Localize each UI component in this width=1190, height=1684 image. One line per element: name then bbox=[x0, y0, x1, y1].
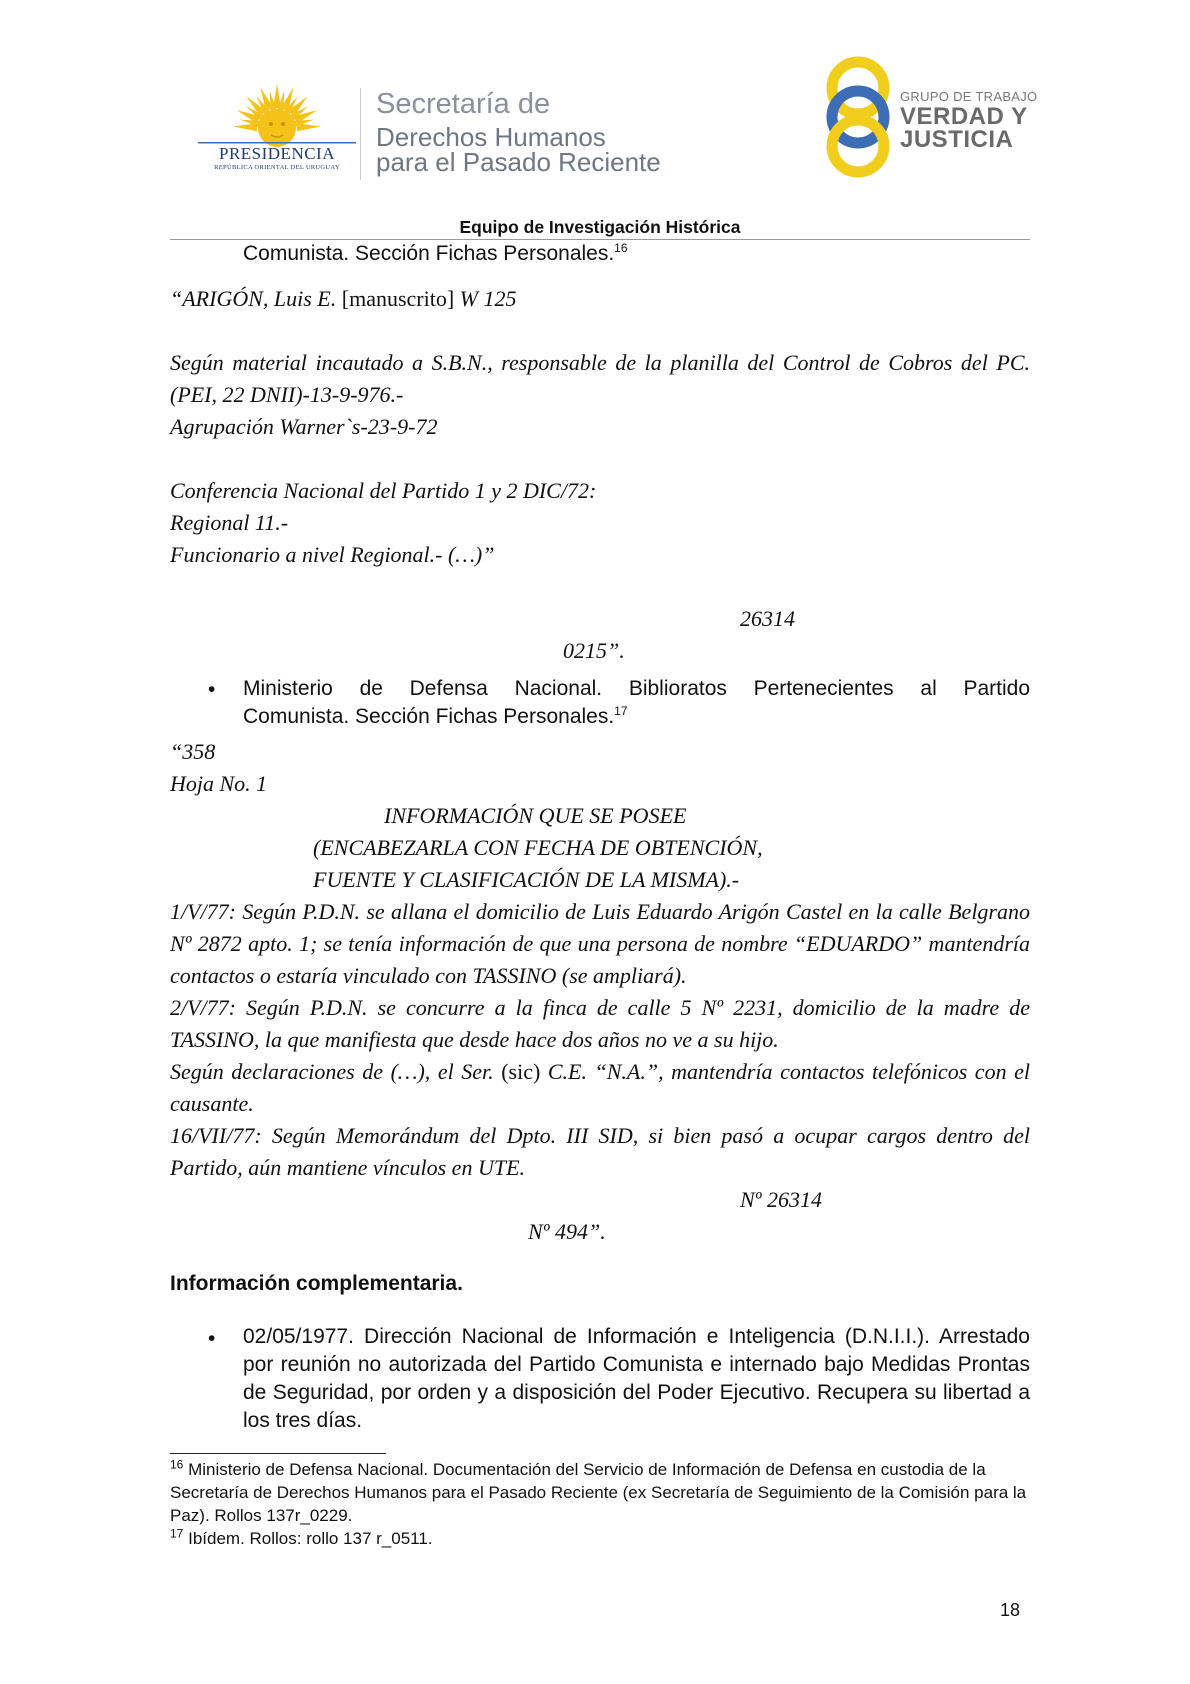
section-title: Información complementaria. bbox=[170, 1272, 463, 1295]
bullet1-line-1: Ministerio de Defensa Nacional. Biblioratos Pertenecientes al Partido bbox=[243, 677, 1030, 700]
bullet1-citation bbox=[243, 675, 1030, 731]
bullet2-text: 02/05/1977. Dirección Nacional de Información e Inteligencia (D.N.I.I.). Arrestado por reunión no autorizada del Partido Comunista e internado bajo Medidas Prontas de Seguridad, por orden y a disposición del Poder Ejecutivo. Recupera su libertad a los tres días. bbox=[243, 1325, 1030, 1432]
quote1-agrupacion: Agrupación Warner`s-23-9-72 bbox=[170, 414, 438, 439]
verdad-y-label: VERDAD Y bbox=[900, 103, 1028, 130]
presidencia-subtitle: REPÚBLICA ORIENTAL DEL URUGUAY bbox=[214, 164, 340, 171]
team-title: Equipo de Investigación Histórica bbox=[459, 217, 741, 237]
continued-citation-text: Comunista. Sección Fichas Personales. bbox=[243, 242, 615, 265]
quote2-entry-3a: Según declaraciones de (…), el Ser. bbox=[170, 1059, 494, 1084]
quote2-line-2: Hoja No. 1 bbox=[170, 771, 268, 796]
bullet-icon: • bbox=[208, 678, 216, 701]
footnote-16-text: Ministerio de Defensa Nacional. Documentación del Servicio de Información de Defensa en custodia de la Secretaría de Derechos Humanos para el Pasado Reciente (ex Secretaría de Seguimiento de la Comisión para la Paz). Rollos 137r_0229. bbox=[170, 1460, 1027, 1525]
footnote-ref-17: 17 bbox=[614, 704, 628, 718]
quote2-number: Nº 26314 bbox=[740, 1187, 822, 1212]
quote2-entry-2: 2/V/77: Según P.D.N. se concurre a la finca de calle 5 Nº 2231, domicilio de la madre de TASSINO, la que manifiesta que desde hace dos años no ve a su hijo. bbox=[170, 995, 1030, 1052]
secretaria-line-2: Derechos Humanos bbox=[376, 122, 606, 152]
justicia-label: JUSTICIA bbox=[900, 126, 1014, 153]
quote1-name-line bbox=[170, 283, 516, 315]
quote1-number: 26314 bbox=[740, 606, 795, 631]
quote1-para1: Según material incautado a S.B.N., responsable de la planilla del Control de Cobros del PC. (PEI, 22 DNII)-13-9-976.- bbox=[170, 350, 1030, 407]
quote2-entry-3c: C.E. “N.A.”, mantendría contactos telefónicos con el causante. bbox=[170, 1059, 1030, 1116]
bullet-icon: • bbox=[208, 1327, 216, 1350]
grupo-trabajo-label: GRUPO DE TRABAJO bbox=[900, 89, 1038, 104]
footnote-17-text: Ibídem. Rollos: rollo 137 r_0511. bbox=[188, 1529, 433, 1548]
quote2-line-1: “358 bbox=[170, 739, 216, 764]
footnote-17 bbox=[170, 1527, 1030, 1550]
bullet1-line-2 bbox=[243, 703, 1030, 731]
quote2-heading-2: (ENCABEZARLA CON FECHA DE OBTENCIÓN, bbox=[313, 835, 763, 860]
quote1-regional: Regional 11.- bbox=[170, 510, 289, 535]
quote2-heading-1: INFORMACIÓN QUE SE POSEE bbox=[384, 803, 687, 828]
footnote-17-number: 17 bbox=[170, 1526, 184, 1541]
quote1-conferencia: Conferencia Nacional del Partido 1 y 2 DIC/72: bbox=[170, 478, 597, 503]
secretaria-line-1: Secretaría de bbox=[376, 88, 551, 120]
continued-citation bbox=[243, 240, 628, 268]
quote2-heading-3: FUENTE Y CLASIFICACIÓN DE LA MISMA).- bbox=[313, 867, 740, 892]
footnote-16 bbox=[170, 1458, 1030, 1527]
page-number: 18 bbox=[1000, 1600, 1021, 1620]
quote1-manuscrito: [manuscrito] bbox=[341, 286, 455, 311]
footnote-16-number: 16 bbox=[170, 1457, 184, 1472]
presidencia-label: PRESIDENCIA bbox=[218, 144, 335, 163]
header-divider bbox=[360, 88, 361, 180]
verdad-justicia-rings-logo bbox=[818, 54, 900, 180]
quote1-funcionario: Funcionario a nivel Regional.- (…)” bbox=[170, 542, 495, 567]
quote2-entry-3-sic: (sic) bbox=[501, 1059, 541, 1084]
footnote-ref-16: 16 bbox=[614, 241, 628, 255]
quote2-entry-1: 1/V/77: Según P.D.N. se allana el domicilio de Luis Eduardo Arigón Castel en la calle Belgrano Nº 2872 apto. 1; se tenía información de que una persona de nombre “EDUARDO” mantendría contactos o estaría vinculado con TASSINO (se ampliará). bbox=[170, 899, 1030, 988]
quote2-entry-4: 16/VII/77: Según Memorándum del Dpto. III SID, si bien pasó a ocupar cargos dentro del Partido, aún mantiene vínculos en UTE. bbox=[170, 1123, 1030, 1180]
quote2-number-2: Nº 494”. bbox=[528, 1219, 606, 1244]
secretaria-line-3: para el Pasado Reciente bbox=[376, 147, 661, 177]
footnote-rule bbox=[170, 1453, 386, 1454]
bullet1-line-2-text: Comunista. Sección Fichas Personales. bbox=[243, 705, 615, 728]
quote1-number-2: 0215”. bbox=[563, 638, 625, 663]
quote2-entry-3 bbox=[170, 1056, 1030, 1120]
quote1-name: “ARIGÓN, Luis E. bbox=[170, 286, 337, 311]
quote1-code: W 125 bbox=[459, 286, 517, 311]
